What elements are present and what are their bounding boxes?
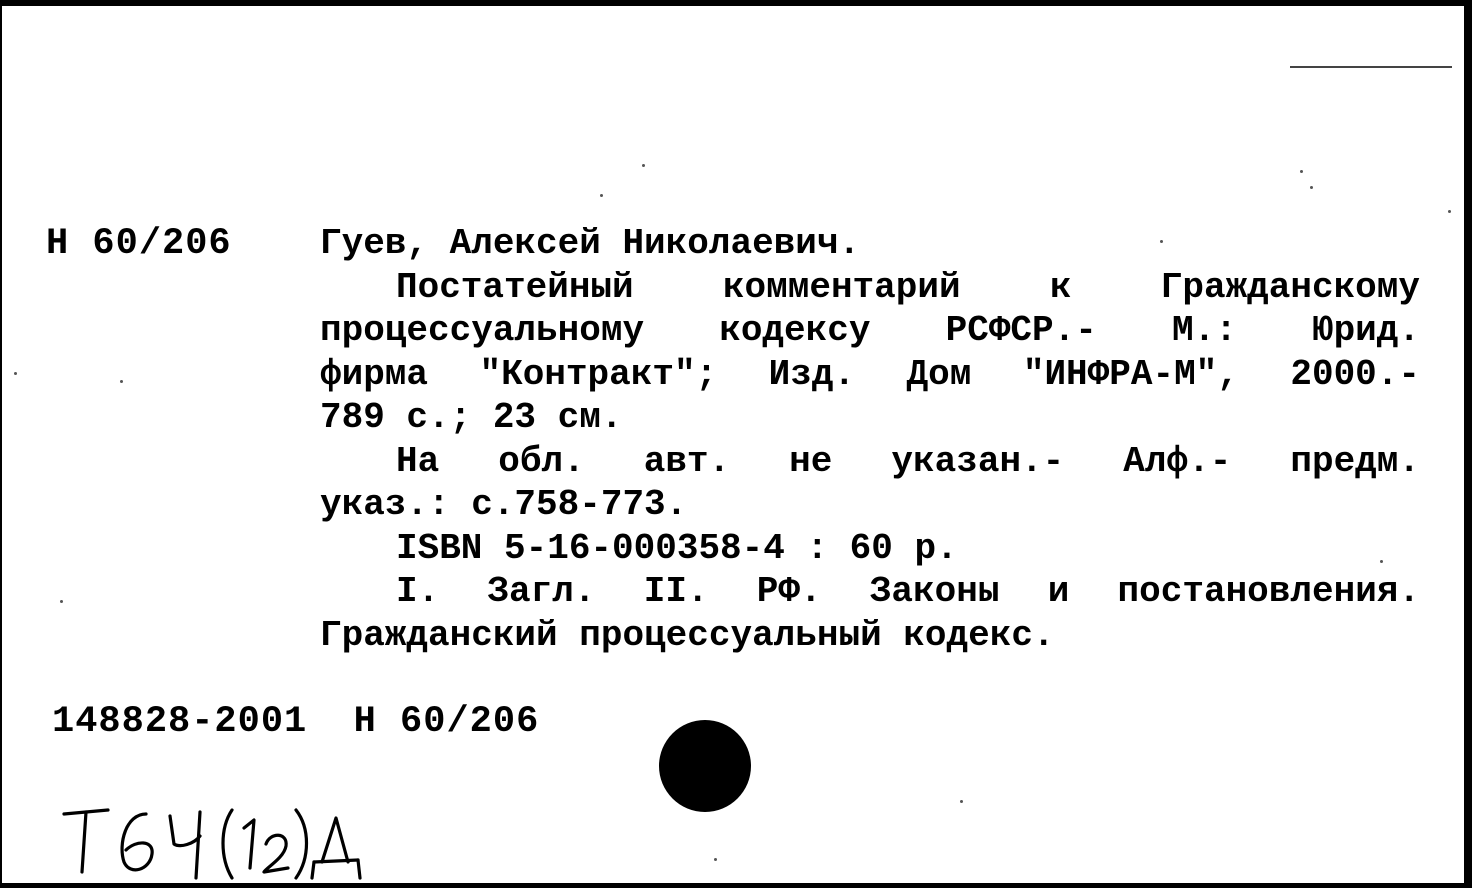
- record-line-isbn: ISBN 5-16-000358-4 : 60 р.: [396, 527, 958, 569]
- speck: [1300, 170, 1303, 173]
- speck: [1310, 186, 1313, 189]
- record-line-title: Постатейный комментарий к Гражданскому: [396, 266, 1420, 308]
- top-rule-line: [1290, 66, 1452, 68]
- shelf-mark: Н 60/206: [46, 223, 232, 265]
- record-line-note: На обл. авт. не указан.- Алф.- предм.: [396, 440, 1420, 482]
- inventory-number: 148828-2001 Н 60/206: [52, 701, 540, 743]
- speck: [1380, 560, 1383, 563]
- card-right-edge: [1464, 0, 1472, 888]
- speck: [60, 600, 63, 603]
- bibliographic-record: [320, 222, 1420, 657]
- speck: [960, 800, 963, 803]
- punch-hole: [659, 720, 751, 812]
- record-line-tracings: I. Загл. II. РФ. Законы и постановления.: [396, 571, 1420, 612]
- record-line-tracings-cont: Гражданский процессуальный кодекс.: [320, 614, 1055, 656]
- speck: [1448, 210, 1451, 213]
- record-line-publisher: фирма "Контракт"; Изд. Дом "ИНФРА-М", 2000.-: [320, 353, 1420, 395]
- card-top-edge: [0, 0, 1472, 6]
- speck: [1160, 240, 1163, 243]
- speck: [714, 858, 717, 861]
- speck: [14, 372, 17, 375]
- record-line-author: Гуев, Алексей Николаевич.: [320, 223, 861, 264]
- handwritten-class-mark: [60, 788, 400, 884]
- speck: [642, 164, 645, 167]
- speck: [600, 194, 603, 197]
- record-line-title-cont: процессуальному кодексу РСФСР.- М.: Юрид.: [320, 310, 1420, 351]
- record-line-note-cont: указ.: с.758-773.: [320, 484, 688, 525]
- record-line-extent: 789 с.; 23 см.: [320, 397, 623, 438]
- speck: [120, 380, 123, 383]
- card-left-edge: [0, 0, 2, 888]
